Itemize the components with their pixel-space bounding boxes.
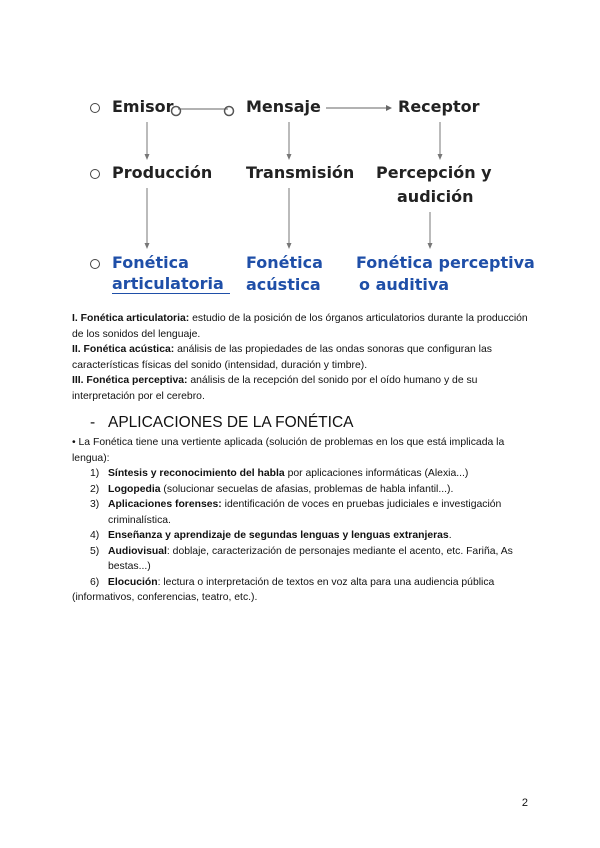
bullet-icon [90,259,100,269]
node-receptor: Receptor [398,97,480,116]
list-item-term: Elocución [107,576,158,588]
node-emisor: Emisor [112,97,174,116]
node-perceptiva-line1: Fonética perceptiva [356,253,535,272]
node-articulatoria-line1: Fonética [112,253,189,272]
node-perceptiva-line2: o auditiva [359,275,450,294]
list-item-text: por aplicaciones informáticas (Alexia...) [284,468,469,479]
list-item-term: Logopedia [108,483,161,495]
list-item-text: : doblaje, caracterización de personajes mediante el acento, etc. Fariña, As bestas...) [108,545,513,572]
node-acustica-line2: acústica [246,275,321,294]
list-item [72,497,542,528]
definition-text: análisis de las propiedades de las ondas sonoras que configuran las características físicas del sonido (intensidad, duración y timbre). [72,344,492,371]
applications-list [72,466,542,606]
bullet-icon [90,169,100,179]
definition-text: análisis de la recepción del sonido por el oído humano y de su interpretación por el cerebro. [72,375,478,402]
list-item-term: Audiovisual [108,545,167,557]
definition-item [72,373,542,404]
heading-title: APLICACIONES DE LA FONÉTICA [108,414,354,431]
list-item-number: 3) [90,499,100,510]
list-item-number: 6) [90,576,100,588]
list-item-number: 4) [90,530,100,541]
node-mensaje: Mensaje [246,97,321,116]
node-produccion: Producción [112,163,213,182]
definition-text: estudio de la posición de los órganos articulatorios durante la producción de los sonidos del lenguaje. [72,313,528,340]
list-item [72,575,542,606]
bullet-icon [90,103,100,113]
list-item-text: : lectura o interpretación de textos en voz alta para una audiencia pública (informativos, conferencias, teatro, etc.). [72,576,495,603]
list-item [72,544,542,575]
list-item [72,482,542,498]
node-percepcion-line1: Percepción y [376,163,492,182]
heading-dash: - [90,414,96,431]
list-item-term: Enseñanza y aprendizaje de segundas lenguas y lenguas extranjeras [108,530,449,541]
list-item [72,466,542,482]
node-articulatoria-line2: articulatoria [112,274,230,294]
definition-term: III. Fonética perceptiva: [72,375,188,386]
definition-item [72,342,542,373]
definition-item [72,311,542,342]
node-acustica-line1: Fonética [246,253,323,272]
list-item-text: identificación de voces en pruebas judiciales e investigación criminalística. [108,499,502,526]
list-item-number: 2) [90,483,100,495]
list-item [72,528,542,544]
list-item-number: 5) [90,545,100,557]
list-item-term: Síntesis y reconocimiento del habla [108,468,285,479]
list-item-term: Aplicaciones forenses: [108,499,222,510]
definitions-block [72,311,542,404]
list-item-text: . [448,530,452,541]
communication-diagram [0,0,600,310]
node-percepcion-line2: audición [397,187,474,206]
section-heading [90,414,353,432]
node-transmision: Transmisión [246,163,355,182]
connector-end-circle [225,107,234,116]
list-item-text: (solucionar secuelas de afasias, problemas de habla infantil...). [160,483,454,495]
page-number: 2 [521,797,528,809]
definition-term: I. Fonética articulatoria: [72,313,190,324]
definition-term: II. Fonética acústica: [72,344,175,355]
list-item-number: 1) [90,468,100,479]
section-intro: • La Fonética tiene una vertiente aplicada (solución de problemas en los que está implicada la lengua): [72,437,505,464]
